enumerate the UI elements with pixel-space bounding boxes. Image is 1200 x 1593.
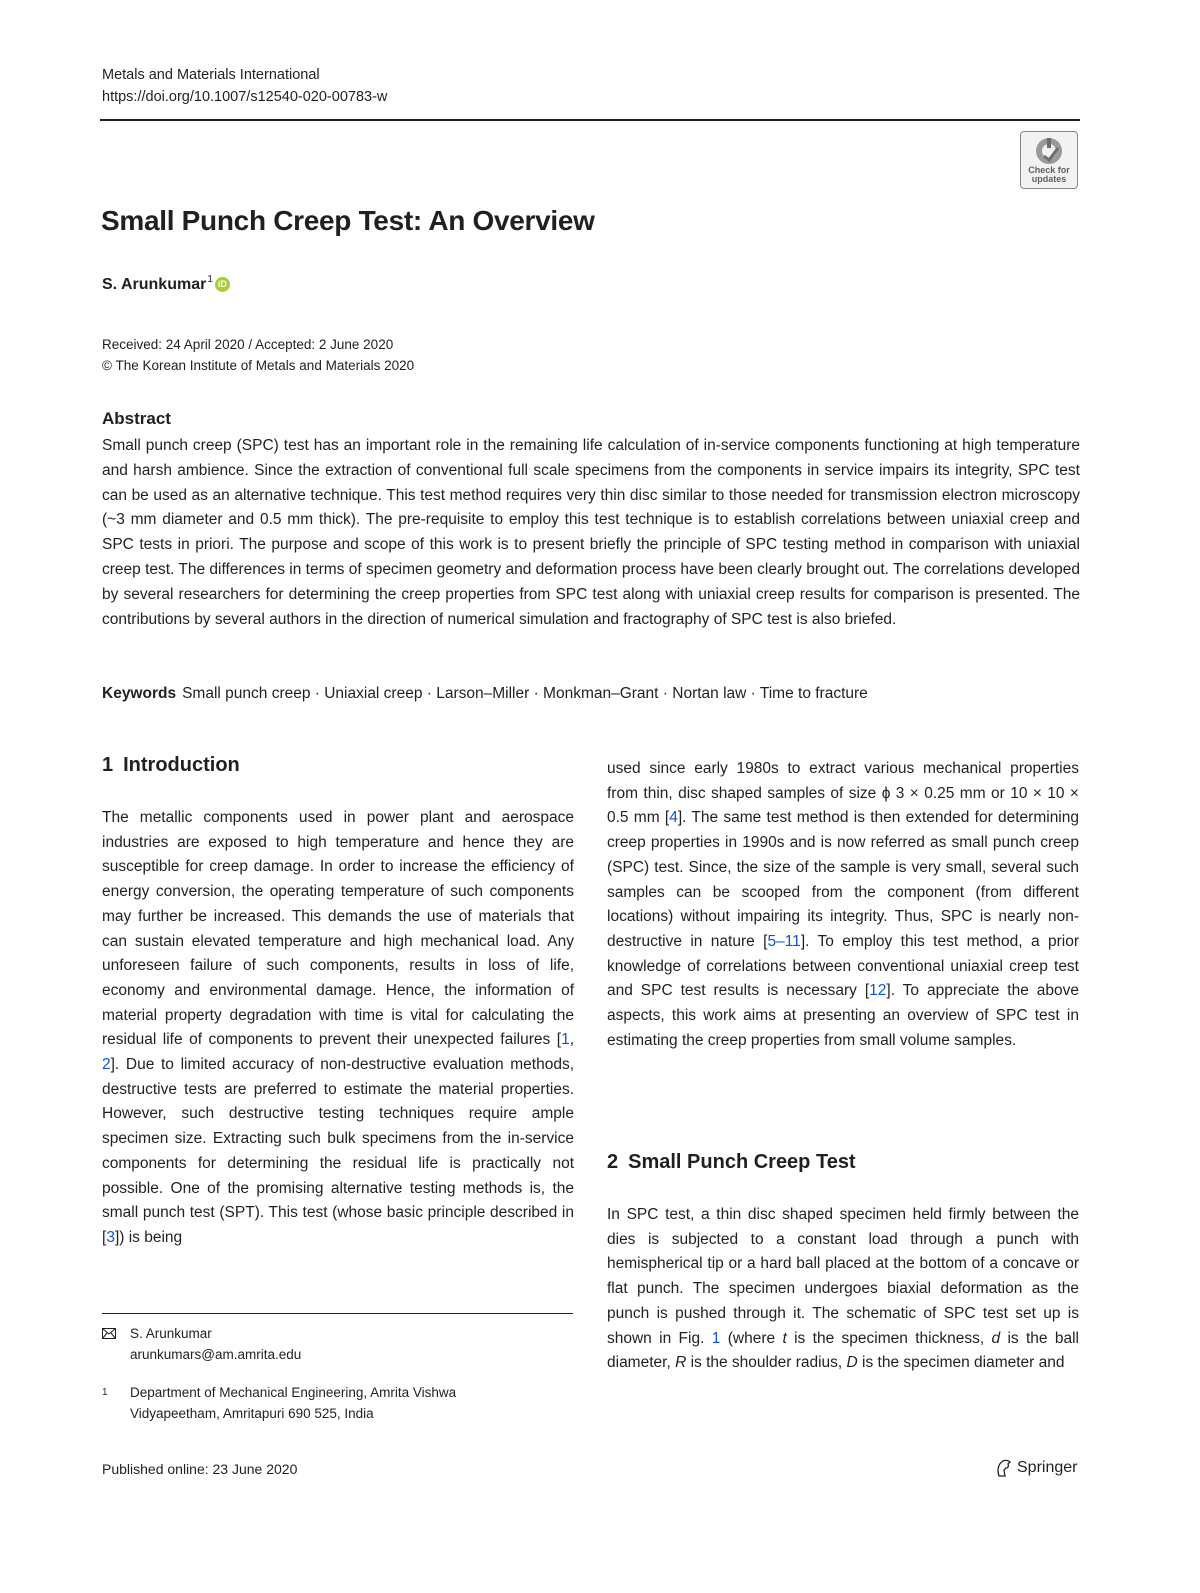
section-2-number: 2 (607, 1151, 619, 1173)
intro-sep: , (569, 1031, 574, 1049)
col2-text-2: ]. The same test method is then extended for determining creep properties in 1990s and is now referred as small punch creep (SPC) test. Since, the size of the sample is very small, several such samples can be scooped from the component (from different locations) without impairing its integrity. Thus, SPC is nearly non-destructive in nature [ (607, 809, 1079, 950)
citation-3[interactable]: 3 (106, 1228, 115, 1246)
col2-text-4: ]. To appreciate the above aspects, this work aims at presenting an overview of SPC test in estimating the creep properties from small volume samples. (607, 982, 1080, 1049)
keywords-label: Keywords (102, 685, 177, 702)
sec2-text-1: In SPC test, a thin disc shaped specimen held firmly between the dies is subjected to a constant load through a punch with hemispherical tip or a hard ball placed at the bottom of a concave or flat punch. The specimen undergoes biaxial deformation as the punch is pushed through it. The schematic of SPC test set up is shown in Fig. (607, 1206, 1079, 1347)
intro-paragraph-continued (607, 757, 1079, 1053)
sec2-text-2: (where (720, 1329, 783, 1347)
footnote-affiliation: Department of Mechanical Engineering, Amrita Vishwa Vidyapeetham, Amritapuri 690 525, India (130, 1385, 457, 1421)
citation-1[interactable]: 1 (561, 1031, 570, 1049)
symbol-D: D (846, 1354, 858, 1372)
received-accepted: Received: 24 April 2020 / Accepted: 2 June 2020 (102, 337, 394, 352)
section-1-title: Introduction (123, 754, 240, 776)
badge-line2: updates (1031, 174, 1067, 184)
abstract-heading: Abstract (102, 409, 171, 428)
published-online: Published online: 23 June 2020 (102, 1461, 298, 1477)
keywords (102, 682, 1080, 706)
col2-text-3: ]. To employ this test method, a prior knowledge of correlations between conventional uniaxial creep test and SPC test results is necessary [ (607, 932, 1079, 1000)
abstract-text: Small punch creep (SPC) test has an important role in the remaining life calculation of in-service components functioning at high temperature and harsh ambience. Since the extraction of conventional full scale specimens from the components in service impairs its integrity, SPC test can be used as an alternative technique. This test method requires very thin disc similar to those needed for transmission electron microscopy (~3 mm diameter and 0.5 mm thick). The pre-requisite to employ this test technique is to establish correlations between uniaxial creep and SPC tests in priori. The purpose and scope of this work is to present briefly the principle of SPC testing method in comparison with uniaxial creep test. The differences in terms of specimen geometry and deformation process have been clearly brought out. The correlations developed by several researchers for determining the creep properties from SPC test along with uniaxial creep results for comparison is presented. The contributions by several authors in the direction of numerical simulation and fractography of SPC test is also briefed. (102, 437, 1080, 628)
figure-1-link[interactable]: 1 (711, 1329, 721, 1347)
springer-logo (995, 1458, 1077, 1478)
author-affiliation-sup: 1 (207, 274, 213, 285)
footnote-rule (102, 1313, 573, 1314)
sec2-text-5: is the shoulder radius, (686, 1354, 847, 1372)
check-for-updates-badge[interactable] (1020, 131, 1078, 189)
author-name: S. Arunkumar (102, 276, 207, 293)
intro-text-2: ]. Due to limited accuracy of non-destructive evaluation methods, destructive tests are preferred to estimate the material properties. However, such destructive testing techniques require ample specimen size. Extracting such bulk specimens from the in-service components for determining the residual life is practically not possible. One of the promising alternative testing methods is, the small punch test (SPT). This test (whose basic principle described in [ (102, 1056, 574, 1246)
col2-text-1: used since early 1980s to extract various mechanical properties from thin, disc shaped samples of size ϕ 3 × 0.25 mm or 10 × 10 × 0.5 mm [ (607, 760, 1079, 827)
section-2-title: Small Punch Creep Test (628, 1151, 856, 1173)
author-line (102, 276, 230, 294)
journal-header (102, 64, 387, 108)
dates-block (102, 334, 414, 376)
header-rule (100, 119, 1080, 121)
keywords-list: Small punch creep · Uniaxial creep · Larson–Miller · Monkman–Grant · Nortan law · Time to fracture (182, 685, 868, 702)
section-2-paragraph (607, 1203, 1079, 1376)
doi-link[interactable]: https://doi.org/10.1007/s12540-020-00783-w (102, 89, 388, 105)
symbol-d: d (991, 1329, 1001, 1347)
citation-12[interactable]: 12 (869, 982, 887, 1000)
copyright: © The Korean Institute of Metals and Materials 2020 (102, 358, 415, 373)
springer-wordmark: Springer (1017, 1459, 1078, 1476)
orcid-icon[interactable]: iD (215, 277, 230, 292)
symbol-R: R (675, 1354, 687, 1372)
footnote-author: S. Arunkumar (130, 1326, 212, 1341)
footnote-aff-number: 1 (102, 1387, 108, 1398)
symbol-t: t (782, 1329, 787, 1347)
citation-5-11[interactable]: 5–11 (767, 932, 801, 950)
section-1-number: 1 (102, 754, 114, 776)
footnote-email[interactable]: arunkumars@am.amrita.edu (130, 1347, 302, 1362)
springer-horse-icon (995, 1458, 1013, 1478)
check-for-updates-icon (1032, 136, 1066, 166)
sec2-text-6: is the specimen diameter and (857, 1354, 1065, 1372)
corresponding-author (130, 1323, 301, 1365)
intro-paragraph (102, 806, 574, 1251)
intro-text-3: ]) is being (114, 1228, 183, 1246)
sec2-text-4: is the ball diameter, (607, 1329, 1080, 1372)
citation-2[interactable]: 2 (102, 1056, 111, 1074)
envelope-icon (102, 1324, 116, 1345)
section-1-heading (102, 754, 240, 777)
badge-line1: Check for (1028, 165, 1070, 175)
journal-name: Metals and Materials International (102, 67, 320, 83)
section-2-heading (607, 1151, 856, 1174)
citation-4[interactable]: 4 (669, 809, 678, 827)
intro-text-1: The metallic components used in power plant and aerospace industries are exposed to high temperature and hence they are susceptible for creep damage. In order to increase the efficiency of energy conversion, the operating temperature of such components may further be increased. This demands the use of materials that can sustain elevated temperature and high mechanical load. Any unforeseen failure of such components, results in loss of life, economy and environmental damage. Hence, the information of material property degradation with time is vital for calculating the residual life of components to prevent their unexpected failures [ (102, 809, 574, 1049)
sec2-text-3: is the specimen thickness, (786, 1329, 992, 1347)
paper-title: Small Punch Creep Test: An Overview (101, 205, 595, 236)
